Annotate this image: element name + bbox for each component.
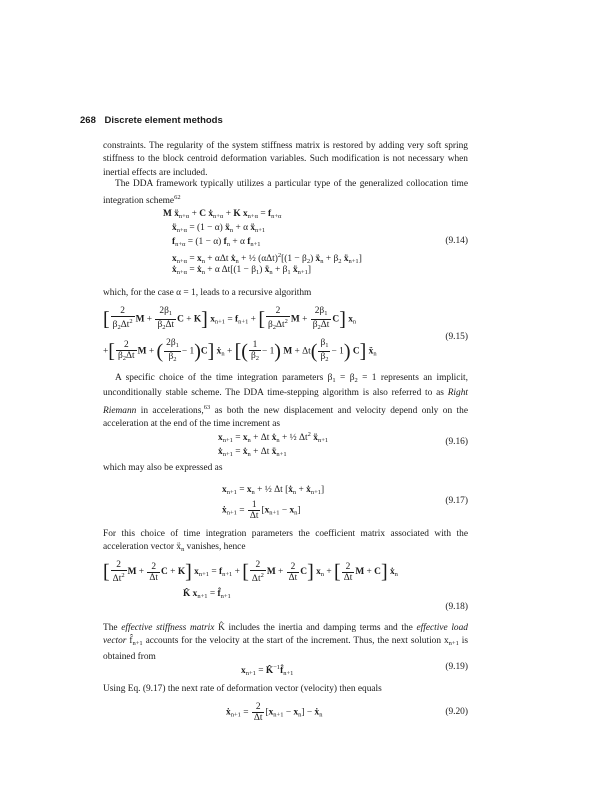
equation-9-14-line-5: ẋ$_{n+\alpha}$ = ẋ$_n$ + α $\Delta t[(1 - \beta_1)$ ẍ$_n$ + $\beta_1$ ẍ$_{n+1}$] (172, 265, 311, 276)
equation-9-20: ẋ$_{n+1}$ = $\frac{2}{\Delta t}$ $[x_{n+1} - x_n]$ − ẋ$_n$ (226, 702, 323, 723)
equation-9-17-line-2: ẋ$_{n+1}$ = $\frac{1}{\Delta t}$ $[x_{n+1} - x_n]$ (222, 500, 301, 521)
equation-9-14-line-1: M ẍ$_{n+\alpha}$ + C ẋ$_{n+\alpha}$ + K $x_{n+\alpha} = f_{n+\alpha}$ (163, 209, 282, 220)
equation-9-19: $x_{n+1}$ = $K̂^{-1}f̂_{n+1}$ (241, 664, 294, 677)
paragraph-coefficient: For this choice of time integration parameters the coefficient matrix associated with the acceleration vector ẍ$_n$ vanishes, hence (103, 529, 468, 554)
paragraph-using-eq: Using Eq. (9.17) the next rate of deformation vector (velocity) then equals (103, 684, 382, 694)
paragraph-dda-framework: The DDA framework typically utilizes a particular type of the generalized collocation time integration scheme$^{62}$ (103, 179, 468, 207)
equation-9-15-line-2: +[ $\frac{2}{\beta_2\Delta t}$ M + ( $\frac{2\beta_1}{\beta_2}$ − 1)C] ẋ$_n$ + [( $\frac{1}{\beta_2}$ − 1) M + Δt( $\frac{\beta_1}{\beta_2}$ − 1) C] ẍ$_n$ (103, 338, 377, 363)
equation-number-9-17: (9.17) (445, 496, 468, 506)
running-title: Discrete element methods (104, 115, 223, 126)
paragraph-effective: The effective stiffness matrix K̂ includes the inertia and damping terms and the effective load vector $f̂_{n+1}$ accounts for the velocity at the start of the increment. Thus, the next solution $x_{n+1}$ is obtained from (103, 623, 468, 662)
equation-number-9-19: (9.19) (445, 662, 468, 672)
running-header (80, 115, 223, 126)
equation-number-9-16: (9.16) (445, 437, 468, 447)
page-number: 268 (80, 115, 96, 126)
paragraph-constraints: constraints. The regularity of the system stiffness matrix is restored by adding very soft spring stiffness to the block centroid deformation variables. Such modification is not necessary when inertial effects are included. (103, 141, 468, 178)
footnote-ref: 62 (174, 194, 181, 202)
paragraph-specific-choice: A specific choice of the time integration parameters $\beta_1 = \beta_2 = 1$ represents an implicit, unconditionally stable scheme. The DDA time-stepping algorithm is also referred to as Right Riemann in accelerations,$^{63}$ as both the new displacement and velocity depend only on the acceleration at the end of the time increment as (103, 373, 469, 430)
equation-9-16-line-1: $x_{n+1} = x_n + \Delta t$ ẋ$_n$ + ½ $\Delta t^2$ ẍ$_{n+1}$ (218, 431, 329, 444)
equation-9-14-line-4: $x_{n+\alpha} = x_n + \alpha\Delta t$ ẋ$_n$ + ½ $(\alpha\Delta t)^2[(1 - \beta_2)$ ẍ$_n$ + $\beta_2$ ẍ$_{n+1}$] (172, 252, 362, 265)
paragraph-recursive: which, for the case α = 1, leads to a recursive algorithm (103, 288, 312, 298)
paragraph-expressed: which may also be expressed as (103, 463, 223, 473)
equation-9-14-line-3: $f_{n+\alpha} = (1 - \alpha) f_n + \alpha$ $f_{n+1}$ (172, 237, 261, 248)
equation-9-14-line-2: ẍ$_{n+\alpha}$ = (1 − α) ẍ$_n$ + α ẍ$_{n+1}$ (172, 223, 266, 234)
equation-9-15-line-1: [ $\frac{2}{\beta_2\Delta t^2}$ M + $\frac{2\beta_1}{\beta_2\Delta t}$ C + K] $x_{n+1} = f_{n+1}$ + [ $\frac{2}{\beta_2\Delta t^2}$ M + $\frac{2\beta_1}{\beta_2\Delta t}$ C] $x_n$ (103, 306, 357, 331)
equation-number-9-15: (9.15) (445, 332, 468, 342)
equation-number-9-14: (9.14) (445, 236, 468, 246)
equation-9-17-line-1: $x_{n+1} = x_n$ + ½ Δt [ẋ$_n$ + ẋ$_{n+1}$] (222, 485, 325, 496)
equation-9-18-line-2: K̂ $x_{n+1}$ = $f̂_{n+1}$ (183, 589, 231, 600)
equation-9-16-line-2: ẋ$_{n+1}$ = ẋ$_n$ + Δt ẍ$_{n+1}$ (218, 447, 287, 458)
equation-number-9-18: (9.18) (445, 602, 468, 612)
equation-number-9-20: (9.20) (445, 707, 468, 717)
equation-9-18-line-1: [ $\frac{2}{\Delta t^2}$ M + $\frac{2}{\Delta t}$ C + K] $x_{n+1} = f_{n+1}$ + [ $\frac{2}{\Delta t^2}$ M + $\frac{2}{\Delta t}$ C] $x_n$ + [ $\frac{2}{\Delta t}$ M + C] ẋ$_n$ (103, 560, 398, 584)
